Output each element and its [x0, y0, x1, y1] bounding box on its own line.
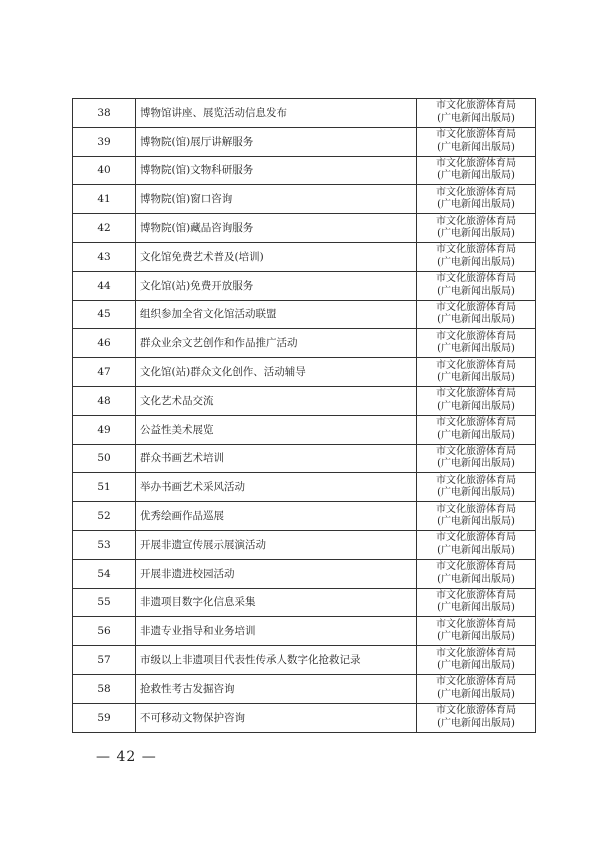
department-name: 市文化旅游体育局 [436, 589, 516, 601]
department-cell [417, 444, 536, 473]
department-subname: (广电新闻出版局) [437, 429, 515, 441]
service-name-cell: 博物院(馆)展厅讲解服务 [136, 127, 417, 156]
service-name-cell: 开展非遗宣传展示展演活动 [136, 530, 417, 559]
table-row [73, 588, 536, 617]
row-number-cell: 56 [73, 617, 136, 646]
department-subname: (广电新闻出版局) [437, 717, 515, 729]
department-name: 市文化旅游体育局 [436, 618, 516, 630]
service-name-cell: 文化馆(站)群众文化创作、活动辅导 [136, 358, 417, 387]
row-number-cell: 42 [73, 214, 136, 243]
row-number-cell: 41 [73, 185, 136, 214]
department-name: 市文化旅游体育局 [436, 157, 516, 169]
table-row [73, 386, 536, 415]
department-subname: (广电新闻出版局) [437, 199, 515, 211]
department-name: 市文化旅游体育局 [436, 561, 516, 573]
row-number-cell: 43 [73, 242, 136, 271]
department-cell [417, 502, 536, 531]
department-name: 市文化旅游体育局 [436, 503, 516, 515]
department-subname: (广电新闻出版局) [437, 631, 515, 643]
row-number-cell: 49 [73, 415, 136, 444]
department-cell [417, 99, 536, 128]
public-service-table [72, 98, 536, 733]
table-row [73, 300, 536, 329]
department-subname: (广电新闻出版局) [437, 487, 515, 499]
department-subname: (广电新闻出版局) [437, 516, 515, 528]
department-subname: (广电新闻出版局) [437, 314, 515, 326]
department-cell [417, 242, 536, 271]
table-row [73, 502, 536, 531]
department-name: 市文化旅游体育局 [436, 388, 516, 400]
service-name-cell: 群众书画艺术培训 [136, 444, 417, 473]
service-name-cell: 开展非遗进校园活动 [136, 559, 417, 588]
department-subname: (广电新闻出版局) [437, 141, 515, 153]
service-name-cell: 举办书画艺术采风活动 [136, 473, 417, 502]
service-name-cell: 非遗专业指导和业务培训 [136, 617, 417, 646]
department-cell [417, 674, 536, 703]
department-name: 市文化旅游体育局 [436, 215, 516, 227]
service-name-cell: 市级以上非遗项目代表性传承人数字化抢救记录 [136, 646, 417, 675]
department-cell [417, 559, 536, 588]
department-cell [417, 329, 536, 358]
service-name-cell: 文化馆免费艺术普及(培训) [136, 242, 417, 271]
department-subname: (广电新闻出版局) [437, 372, 515, 384]
department-cell [417, 386, 536, 415]
row-number-cell: 55 [73, 588, 136, 617]
department-subname: (广电新闻出版局) [437, 573, 515, 585]
service-name-cell: 群众业余文艺创作和作品推广活动 [136, 329, 417, 358]
table-row [73, 185, 536, 214]
department-name: 市文化旅游体育局 [436, 445, 516, 457]
department-cell [417, 415, 536, 444]
department-subname: (广电新闻出版局) [437, 458, 515, 470]
row-number-cell: 47 [73, 358, 136, 387]
department-cell [417, 214, 536, 243]
department-subname: (广电新闻出版局) [437, 285, 515, 297]
table-row [73, 444, 536, 473]
row-number-cell: 54 [73, 559, 136, 588]
table-row [73, 271, 536, 300]
table-row [73, 646, 536, 675]
department-subname: (广电新闻出版局) [437, 602, 515, 614]
row-number-cell: 50 [73, 444, 136, 473]
department-subname: (广电新闻出版局) [437, 343, 515, 355]
service-name-cell: 不可移动文物保护咨询 [136, 703, 417, 732]
service-name-cell: 非遗项目数字化信息采集 [136, 588, 417, 617]
department-name: 市文化旅游体育局 [436, 330, 516, 342]
table-row [73, 242, 536, 271]
department-name: 市文化旅游体育局 [436, 705, 516, 717]
row-number-cell: 38 [73, 99, 136, 128]
row-number-cell: 40 [73, 156, 136, 185]
department-cell [417, 703, 536, 732]
department-name: 市文化旅游体育局 [436, 100, 516, 112]
table-row [73, 127, 536, 156]
service-name-cell: 公益性美术展览 [136, 415, 417, 444]
table-row [73, 703, 536, 732]
department-cell [417, 530, 536, 559]
department-name: 市文化旅游体育局 [436, 647, 516, 659]
table-row [73, 156, 536, 185]
table-row [73, 99, 536, 128]
row-number-cell: 44 [73, 271, 136, 300]
table-row [73, 415, 536, 444]
department-cell [417, 300, 536, 329]
service-name-cell: 优秀绘画作品巡展 [136, 502, 417, 531]
row-number-cell: 51 [73, 473, 136, 502]
page-number: — 42 — [96, 749, 157, 765]
row-number-cell: 48 [73, 386, 136, 415]
department-cell [417, 588, 536, 617]
department-subname: (广电新闻出版局) [437, 170, 515, 182]
table-row [73, 473, 536, 502]
department-subname: (广电新闻出版局) [437, 688, 515, 700]
department-name: 市文化旅游体育局 [436, 129, 516, 141]
department-name: 市文化旅游体育局 [436, 186, 516, 198]
department-cell [417, 646, 536, 675]
department-name: 市文化旅游体育局 [436, 676, 516, 688]
row-number-cell: 53 [73, 530, 136, 559]
department-cell [417, 271, 536, 300]
service-name-cell: 抢救性考古发掘咨询 [136, 674, 417, 703]
service-name-cell: 博物馆讲座、展览活动信息发布 [136, 99, 417, 128]
table-row [73, 214, 536, 243]
service-name-cell: 博物院(馆)窗口咨询 [136, 185, 417, 214]
row-number-cell: 57 [73, 646, 136, 675]
department-name: 市文化旅游体育局 [436, 273, 516, 285]
department-name: 市文化旅游体育局 [436, 417, 516, 429]
department-name: 市文化旅游体育局 [436, 474, 516, 486]
table-row [73, 617, 536, 646]
department-subname: (广电新闻出版局) [437, 256, 515, 268]
department-subname: (广电新闻出版局) [437, 660, 515, 672]
row-number-cell: 46 [73, 329, 136, 358]
department-cell [417, 185, 536, 214]
table-row [73, 329, 536, 358]
department-name: 市文化旅游体育局 [436, 359, 516, 371]
department-cell [417, 617, 536, 646]
department-cell [417, 156, 536, 185]
service-name-cell: 博物院(馆)藏品咨询服务 [136, 214, 417, 243]
table-row [73, 674, 536, 703]
row-number-cell: 39 [73, 127, 136, 156]
service-name-cell: 文化艺术品交流 [136, 386, 417, 415]
department-subname: (广电新闻出版局) [437, 112, 515, 124]
department-subname: (广电新闻出版局) [437, 400, 515, 412]
department-name: 市文化旅游体育局 [436, 244, 516, 256]
department-name: 市文化旅游体育局 [436, 532, 516, 544]
department-subname: (广电新闻出版局) [437, 228, 515, 240]
row-number-cell: 52 [73, 502, 136, 531]
table-row [73, 559, 536, 588]
service-name-cell: 组织参加全省文化馆活动联盟 [136, 300, 417, 329]
row-number-cell: 58 [73, 674, 136, 703]
department-cell [417, 127, 536, 156]
department-name: 市文化旅游体育局 [436, 301, 516, 313]
table-row [73, 358, 536, 387]
row-number-cell: 59 [73, 703, 136, 732]
row-number-cell: 45 [73, 300, 136, 329]
department-cell [417, 358, 536, 387]
table-row [73, 530, 536, 559]
service-name-cell: 文化馆(站)免费开放服务 [136, 271, 417, 300]
table-body [73, 99, 536, 733]
department-subname: (广电新闻出版局) [437, 544, 515, 556]
service-name-cell: 博物院(馆)文物科研服务 [136, 156, 417, 185]
department-cell [417, 473, 536, 502]
